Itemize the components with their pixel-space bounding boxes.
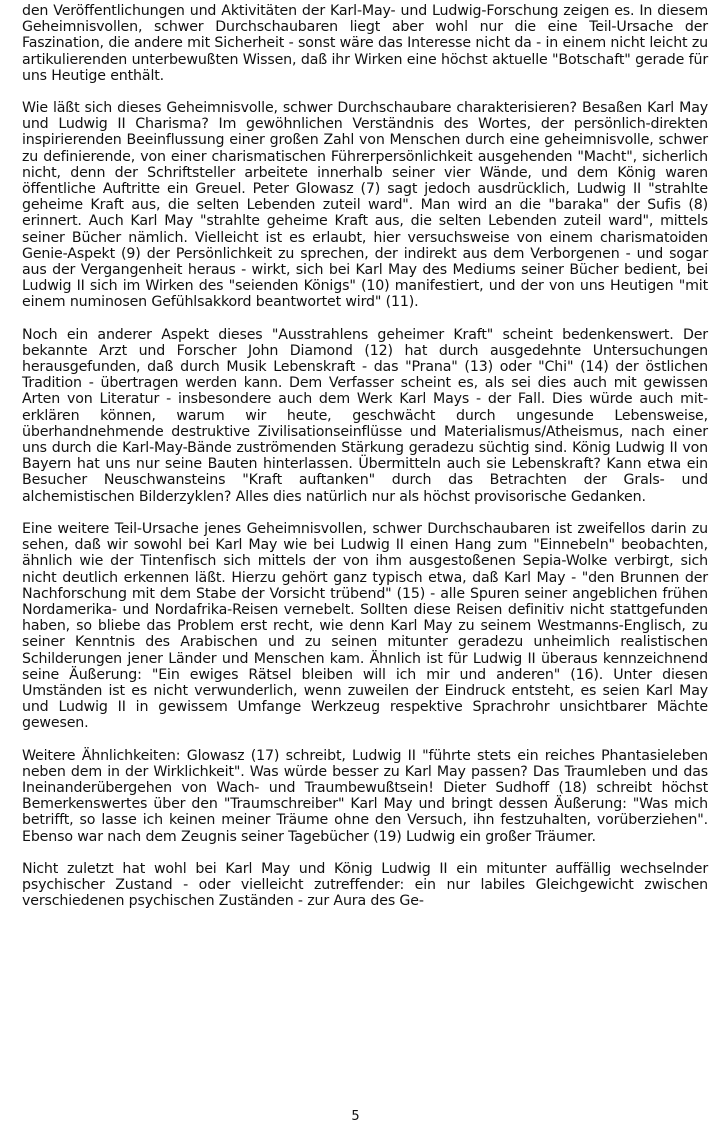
paragraph-5: Weitere Ähnlichkeiten: Glowasz (17) schreibt, Ludwig II "führte stets ein reiches Phantasieleben neben dem in der Wirklichkeit". Was würde besser zu Karl May passen? Das Traumleben und das Ineinanderübergehen von Wach- und Traumbewußtsein! Dieter Sudhoff (18) schreibt höchst Bemerkenswertes über den "Traumschreiber" Karl May und bringt dessen Äußerung: "Was mich betrifft, so lasse ich keinen meiner Träume ohne den Versuch, ihn festzuhalten, vorüberziehen". Ebenso war nach dem Zeugnis seiner Tagebücher (19) Ludwig ein großer Träumer. [22,747,708,845]
paragraph-4: Eine weitere Teil-Ursache jenes Geheimnisvollen, schwer Durchschaubaren ist zweifellos darin zu sehen, daß wir sowohl bei Karl May wie bei Ludwig II einen Hang zum "Einnebeln" beobachten, ähnlich wie der Tintenfisch sich mittels der von ihm ausgestoßenen Sepia-Wolke verbirgt, sich nicht deutlich erkennen läßt. Hierzu gehört ganz typisch etwa, daß Karl May - "den Brunnen der Nachforschung mit dem Stabe der Vorsicht trübend" (15) - alle Spuren seiner angeblichen frühen Nordamerika- und Nordafrika-Reisen vernebelt. Sollten diese Reisen definitiv nicht stattgefunden haben, so bliebe das Problem erst recht, wie denn Karl May zu seinem Westmanns-Englisch, zu seiner Kenntnis des Arabischen und zu seinen mitunter geradezu unheimlich realistischen Schilderungen jener Länder und Menschen kam. Ähnlich ist für Ludwig II überaus kennzeichnend seine Äußerung: "Ein ewiges Rätsel bleiben will ich mir und anderen" (16). Unter diesen Umständen ist es nicht verwunderlich, wenn zuweilen der Eindruck entsteht, es seien Karl May und Ludwig II in gewissem Umfange Werkzeug respektive Sprachrohr unsichtbarer Mächte gewesen. [22,520,708,732]
paragraph-1: den Veröffentlichungen und Aktivitäten der Karl-May- und Ludwig-Forschung zeigen es. In diesem Geheimnisvollen, schwer Durchschaubaren liegt aber wohl nur die eine Teil-Ursache der Faszination, die andere mit Sicherheit - sonst wäre das Interesse nicht da - in einem nicht leicht zu artikulierenden unterbewußten Wissen, daß ihr Wirken eine höchst aktuelle "Botschaft" gerade für uns Heutige enthält. [22,3,708,84]
paragraph-3: Noch ein anderer Aspekt dieses "Ausstrahlens geheimer Kraft" scheint bedenkenswert. Der bekannte Arzt und Forscher John Diamond (12) hat durch ausgedehnte Untersuchungen herausgefunden, daß durch Musik Lebenskraft - das "Prana" (13) oder "Chi" (14) der östlichen Tradition - übertragen werden kann. Dem Verfasser scheint es, als sei dies auch mit gewissen Arten von Literatur - insbesondere auch dem Werk Karl Mays - der Fall. Dies würde auch mit-erklären können, warum wir heute, geschwächt durch ungesunde Lebensweise, überhandnehmende destruktive Zivilisationseinflüsse und Materialismus/Atheismus, nach einer uns durch die Karl-May-Bände zuströmenden Stärkung geradezu süchtig sind. König Ludwig II von Bayern hat uns nur seine Bauten hinterlassen. Übermitteln auch sie Lebenskraft? Kann etwa ein Besucher Neuschwansteins "Kraft auftanken" durch das Betrachten der Grals- und alchemistischen Bilderzyklen? Alles dies natürlich nur als höchst provisorische Gedanken. [22,326,708,505]
document-page [22,0,708,925]
paragraph-2: Wie läßt sich dieses Geheimnisvolle, schwer Durchschaubare charakterisieren? Besaßen Karl May und Ludwig II Charisma? Im gewöhnlichen Verständnis des Wortes, der persönlich-direkten inspirierenden Beeinflussung einer großen Zahl von Menschen durch eine geheimnisvolle, schwer zu definierende, von einer charismatischen Führerpersönlichkeit ausgehenden "Macht", sicherlich nicht, denn der Schriftsteller arbeitete innerhalb seiner vier Wände, und dem König waren öffentliche Auftritte ein Greuel. Peter Glowasz (7) sagt jedoch ausdrücklich, Ludwig II "strahlte geheime Kraft aus, die selten Lebenden zuteil ward". Man wird an die "baraka" der Sufis (8) erinnert. Auch Karl May "strahlte geheime Kraft aus, die selten Lebenden zuteil ward", mittels seiner Bücher nämlich. Vielleicht ist es erlaubt, hier versuchsweise von einem charismatoiden Genie-Aspekt (9) der Persönlichkeit zu sprechen, der indirekt aus dem Verborgenen - und sogar aus der Vergangenheit heraus - wirkt, sich bei Karl May des Mediums seiner Bücher bedient, bei Ludwig II sich im Wirken des "seienden Königs" (10) manifestiert, und der von uns Heutigen "mit einem numinosen Gefühlsakkord beantwortet wird" (11). [22,100,708,311]
page-number: 5 [351,1109,360,1124]
paragraph-6: Nicht zuletzt hat wohl bei Karl May und König Ludwig II ein mitunter auffällig wechselnder psychischer Zustand - oder vielleicht zutreffender: ein nur labiles Gleichgewicht zwischen verschiedenen psychischen Zuständen - zur Aura des Ge- [22,860,708,910]
